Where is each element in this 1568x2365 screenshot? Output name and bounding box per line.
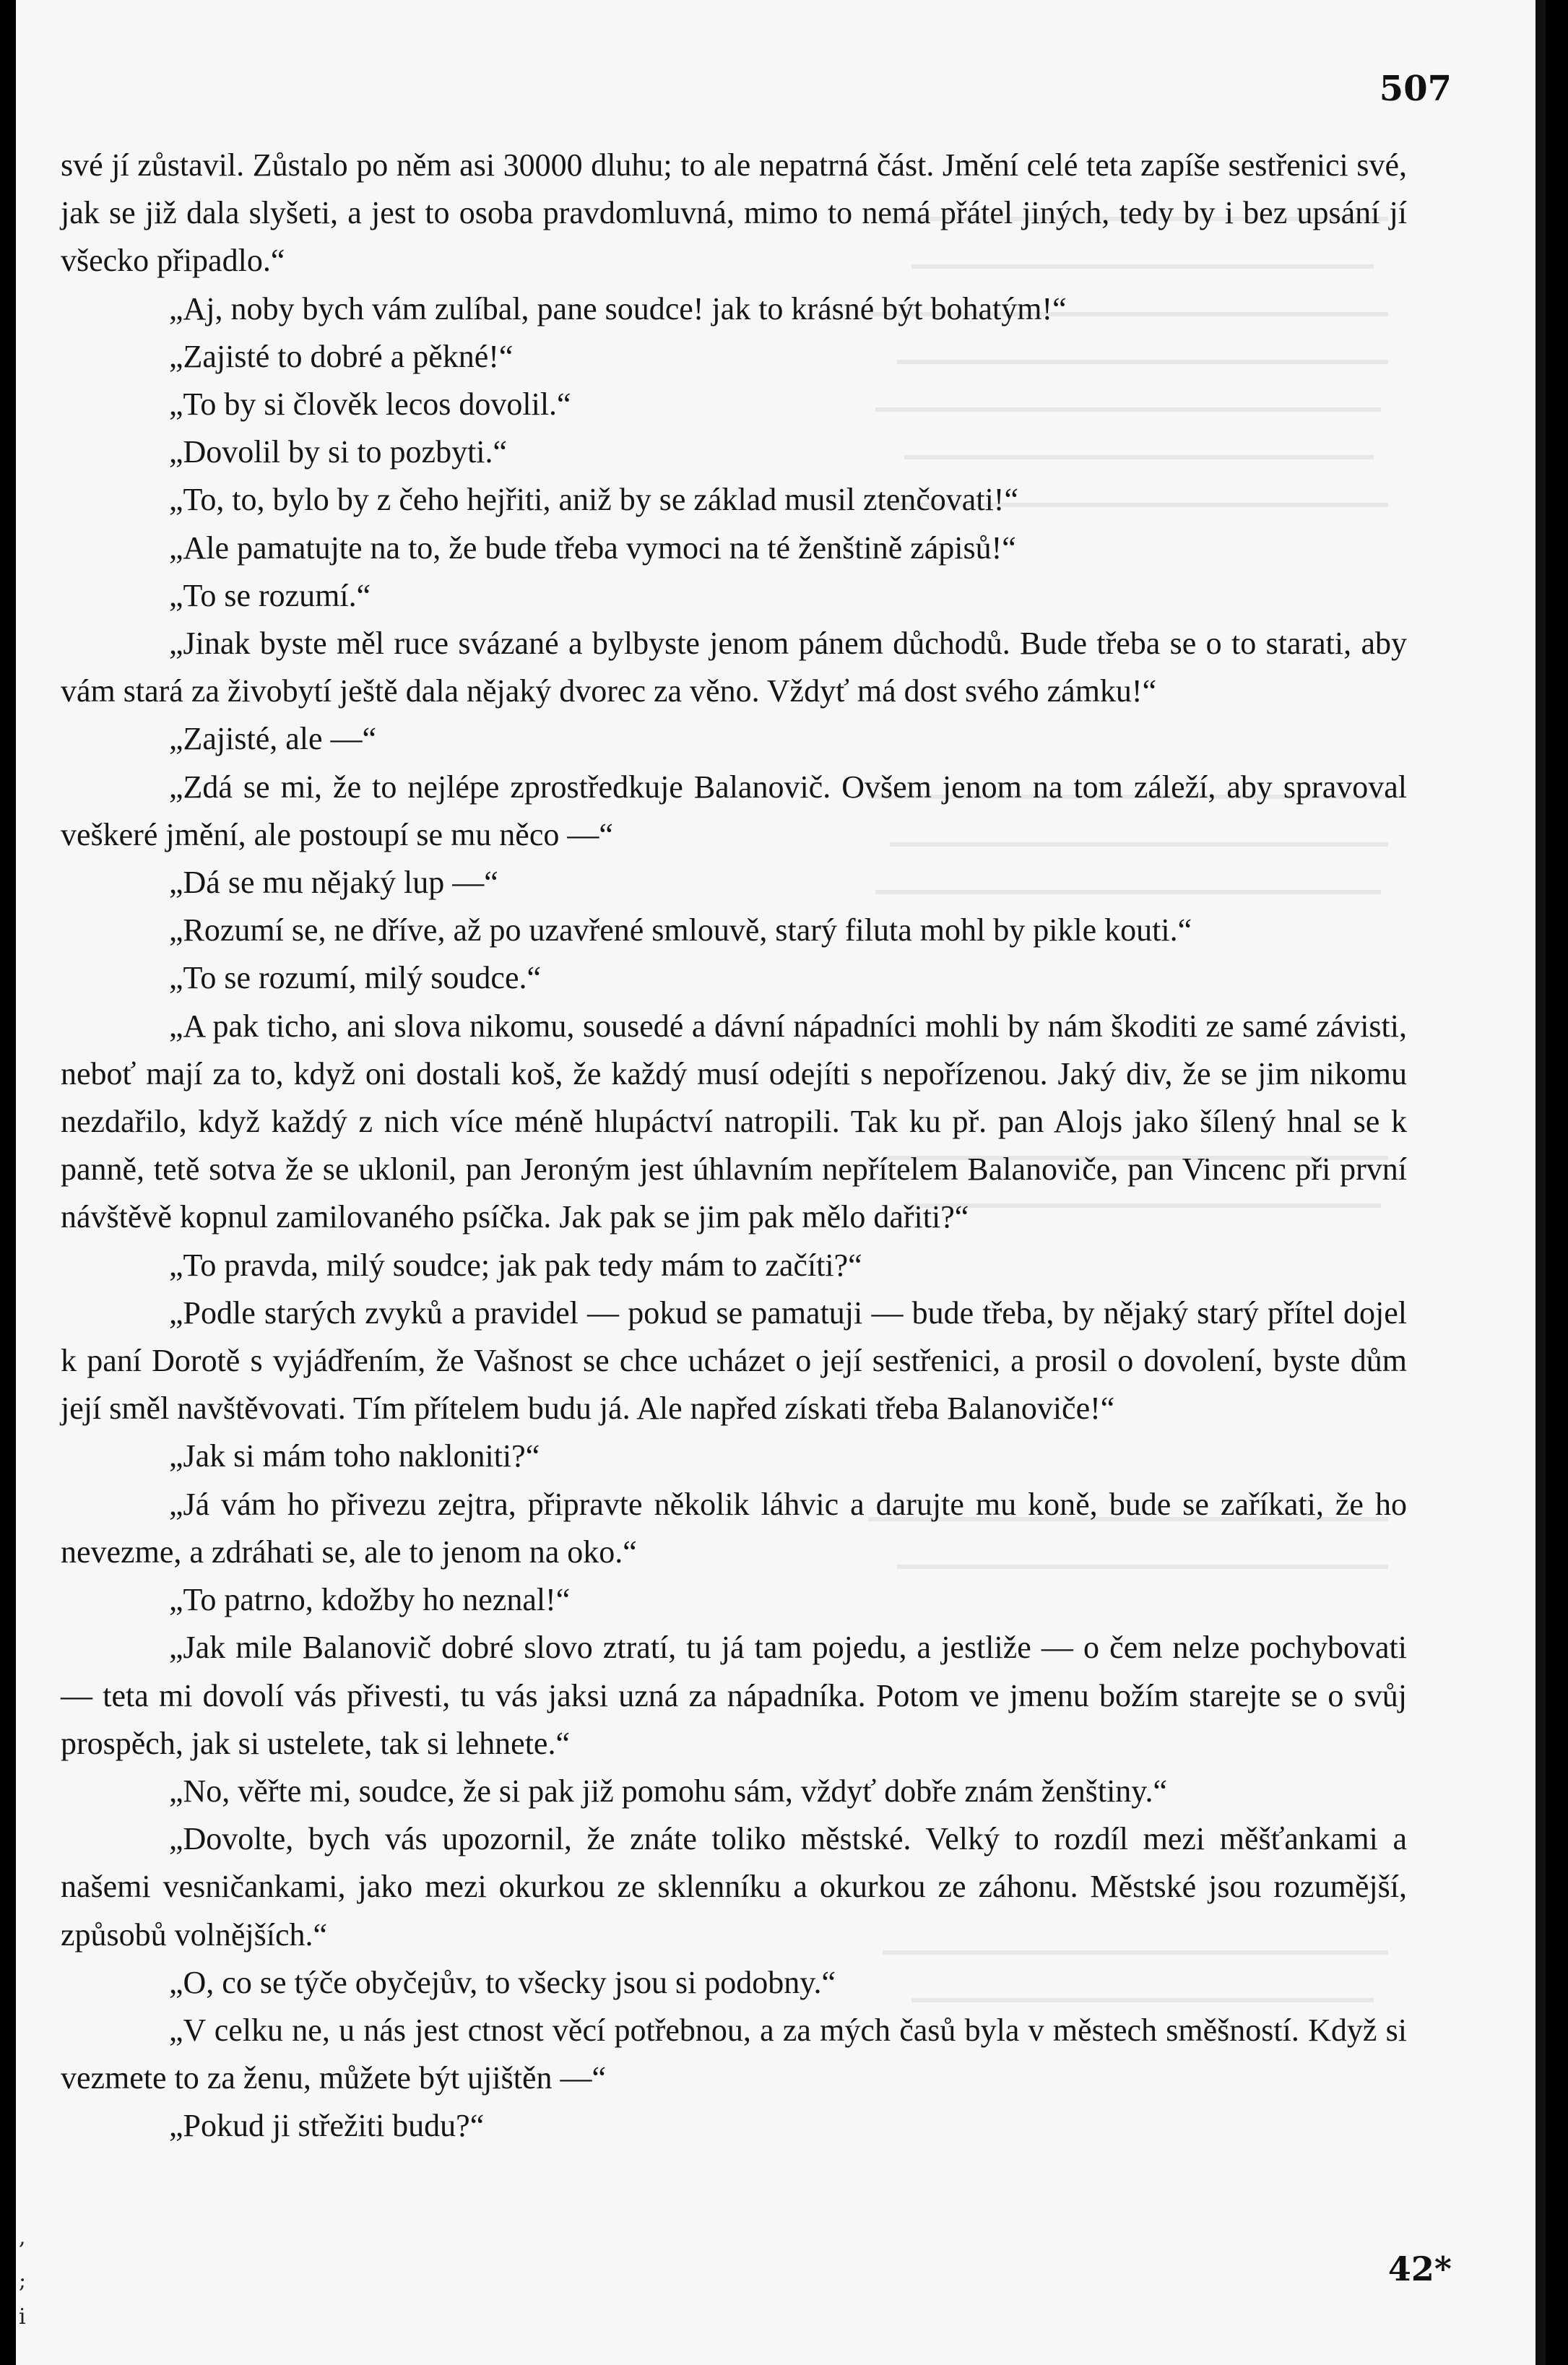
book-page	[16, 0, 1546, 2365]
paragraph: „Aj, noby bych vám zulíbal, pane soudce! jak to krásné být bohatým!“	[169, 290, 1067, 327]
paragraph: „Podle starých zvyků a pravidel — pokud se pamatuji — bude třeba, by nějaký starý přítel dojel k paní Dorotě s vyjádřením, že Vašnost se chce ucházet o její sestřenici, a prosil o dovolení, byste dům její směl navštěvovati. Tím přítelem budu já. Ale napřed získati třeba Balanoviče!“	[61, 1294, 1407, 1427]
paragraph: „No, věřte mi, soudce, že si pak již pomohu sám, vždyť dobře znám ženštiny.“	[169, 1773, 1167, 1809]
margin-mark: ;	[19, 2268, 27, 2293]
paragraph: „Jak si mám toho nakloniti?“	[169, 1438, 540, 1474]
page-edge-shadow	[1535, 0, 1546, 2365]
paragraph: „To by si člověk lecos dovolil.“	[169, 386, 571, 423]
paragraph: „To se rozumí.“	[169, 577, 371, 613]
page-number: 507	[1379, 69, 1452, 109]
paragraph: „Rozumí se, ne dříve, až po uzavřené smlouvě, starý filuta mohl by pikle kouti.“	[169, 912, 1192, 948]
paragraph: „Dovolte, bych vás upozornil, že znáte toliko městské. Velký to rozdíl mezi měšťankami a našemi vesničankami, jako mezi okurkou ze sklenníku a okurkou ze záhonu. Městské jsou rozumější, způsobů volnějších.“	[61, 1821, 1407, 1953]
paragraph: „To se rozumí, milý soudce.“	[169, 960, 542, 996]
paragraph: „Jinak byste měl ruce svázané a bylbyste jenom pánem důchodů. Bude třeba se o to starati, aby vám stará za živobytí ještě dala nějaký dvorec za věno. Vždyť má dost svého zámku!“	[61, 626, 1407, 709]
margin-mark: i	[19, 2304, 26, 2330]
paragraph: „Já vám ho přivezu zejtra, připravte několik láhvic a darujte mu koně, bude se zaříkati, že ho nevezme, a zdráhati se, ale to jenom na oko.“	[61, 1486, 1407, 1570]
signature-mark: 42*	[1387, 2249, 1452, 2288]
body-text	[61, 142, 1407, 2150]
paragraph: „Zdá se mi, že to nejlépe zprostředkuje Balanovič. Ovšem jenom na tom záleží, aby spravoval veškeré jmění, ale postoupí se mu něco —“	[61, 769, 1407, 852]
paragraph: „Jak mile Balanovič dobré slovo ztratí, tu já tam pojedu, a jestliže — o čem nelze pochybovati — teta mi dovolí vás přivesti, tu vás jaksi uzná za nápadníka. Potom ve jmenu božím starejte se o svůj prospěch, jak si ustelete, tak si lehnete.“	[61, 1630, 1407, 1761]
paragraph: „V celku ne, u nás jest ctnost věcí potřebnou, a za mých časů byla v městech směšností. Když si vezmete to za ženu, můžete být ujištěn —“	[61, 2012, 1407, 2096]
paragraph: „Zajisté, ale —“	[169, 721, 377, 757]
paragraph: své jí zůstavil. Zůstalo po něm asi 30000 dluhu; to ale nepatrná část. Jmění celé teta zapíše sestřenici své, jak se již dala slyšeti, a jest to osoba pravdomluvná, mimo to nemá přátel jiných, tedy by i bez upsání jí všecko připadlo.“	[61, 147, 1407, 279]
paragraph: „Ale pamatujte na to, že bude třeba vymoci na té ženštině zápisů!“	[169, 529, 1016, 566]
paragraph: „Zajisté to dobré a pěkné!“	[169, 338, 514, 374]
paragraph: „A pak ticho, ani slova nikomu, sousedé a dávní nápadníci mohli by nám škoditi ze samé závisti, neboť mají za to, když oni dostali koš, že každý musí odejíti s nepořízenou. Jaký div, že se jim nikomu nezdařilo, když každý z nich více méně hlupáctví natropili. Tak ku př. pan Alojs jako šílený hnal se k panně, tetě sotva že se uklonil, pan Jeroným jest úhlavním nepřítelem Balanoviče, pan Vincenc při první návštěvě kopnul zamilovaného psíčka. Jak pak se jim pak mělo dařiti?“	[61, 1008, 1407, 1235]
paragraph: „To patrno, kdožby ho neznal!“	[169, 1582, 571, 1618]
paragraph: „O, co se týče obyčejův, to všecky jsou si podobny.“	[169, 1964, 836, 2000]
paragraph: „Dovolil by si to pozbyti.“	[169, 434, 508, 470]
paragraph: „Dá se mu nějaký lup —“	[169, 865, 498, 901]
margin-mark: ,	[19, 2225, 26, 2250]
paragraph: „To, to, bylo by z čeho hejřiti, aniž by se základ musil ztenčovati!“	[169, 482, 1018, 518]
paragraph: „To pravda, milý soudce; jak pak tedy mám to začíti?“	[169, 1247, 862, 1283]
paragraph: „Pokud ji střežiti budu?“	[169, 2108, 485, 2144]
